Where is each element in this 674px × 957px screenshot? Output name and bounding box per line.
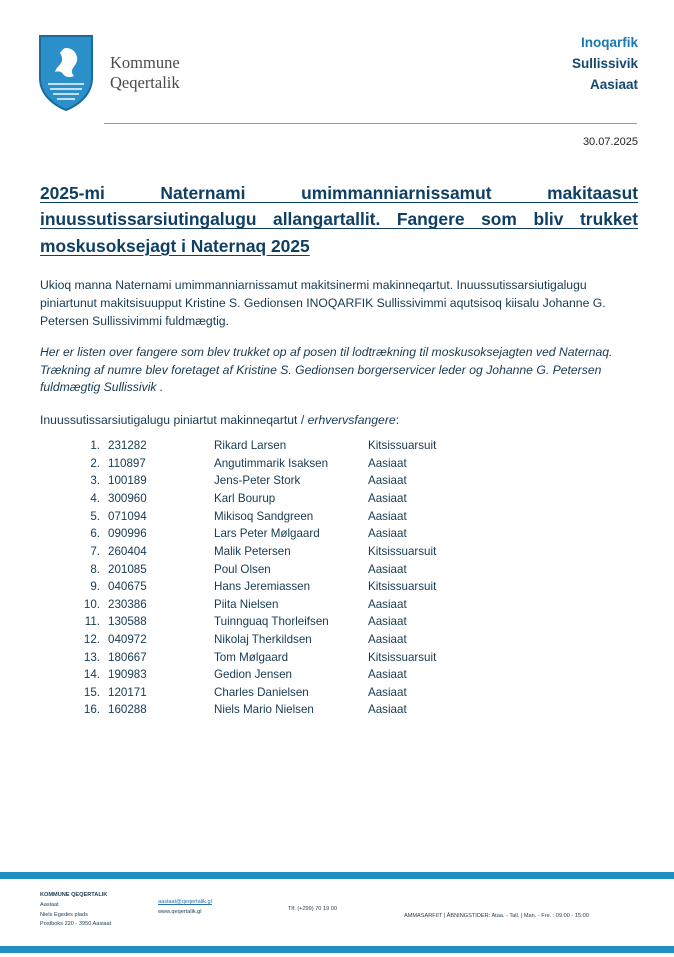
footer-hours-block [404,912,589,922]
list-item-number: 3. [90,474,100,488]
list-item-town: Aasiaat [368,615,407,629]
list-item-number: 7. [90,544,100,558]
list-item [40,701,638,719]
list-item-town: Aasiaat [368,597,407,611]
list-item [40,543,638,561]
brand-name [110,53,180,93]
list-item-id: 071094 [108,509,147,523]
list-item [40,455,638,473]
list-item [40,472,638,490]
list-item-number: 9. [90,580,100,594]
document-header [0,0,674,130]
footer-org: KOMMUNE QEQERTALIK [40,892,108,898]
list-item-town: Aasiaat [368,632,407,646]
list-item-id: 160288 [108,703,147,717]
list-item-id: 201085 [108,562,147,576]
page-title: 2025-mi Naternami umimmanniarnissamut makitaasut inuussutissarsiutingalugu allangartallit. Fangere som bliv trukket moskusoksejagt i Naternaq 2025 [40,183,638,256]
list-item [40,437,638,455]
list-item-id: 130588 [108,615,147,629]
list-item-id: 110897 [108,456,146,470]
list-item-name: Karl Bourup [214,492,276,506]
list-item [40,561,638,579]
header-line-aasiaat: Aasiaat [589,76,638,92]
footer-phone-block [288,905,337,915]
list-item-number: 11. [84,615,100,629]
list-item-town: Kitsissuarsuit [368,580,437,594]
list-item-id: 120171 [108,685,147,699]
footer-hours: AMMASARFIIT | ÅBNINGSTIDER: Ataa. - Tall. | Man. - Fre. : 09:00 - 15:00 [404,913,589,919]
list-item-name: Charles Danielsen [214,685,309,699]
list-item-town: Kitsissuarsuit [368,650,437,664]
list-item-number: 4. [90,492,100,506]
list-item-number: 10. [83,597,100,611]
list-item [40,490,638,508]
list-item-town: Aasiaat [368,456,407,470]
list-item-town: Aasiaat [368,703,407,717]
list-item [40,596,638,614]
list-item-town: Aasiaat [368,509,407,523]
list-item-name: Mikisoq Sandgreen [214,509,314,523]
list-item-id: 190983 [108,668,147,682]
list-item-name: Rikard Larsen [214,439,287,453]
list-item-id: 300960 [108,492,147,506]
list-item-town: Aasiaat [368,474,407,488]
header-divider [104,123,637,124]
header-line-sullissivik: Sullissivik [571,55,638,71]
list-item-id: 090996 [108,527,147,541]
paragraph-danish: Her er listen over fangere som blev trukket op af posen til lodtrækning til moskusoksejagten ved Naternaq. Trækning af numre blev foretaget af Kristine S. Gedionsen borgerservicer leder og Johanne G. Petersen fuldmægtig Sullissivik . [40,344,613,395]
logo-block [38,34,180,112]
footer-top-rule [0,872,674,879]
document-body [40,180,638,719]
list-item-town: Aasiaat [368,492,407,506]
list-item-name: Gedion Jensen [214,668,292,682]
list-lead-kl: Inuussutissarsiutigalugu piniartut makinneqartut / [40,413,308,428]
list-item [40,649,638,667]
footer-website-link[interactable]: www.qeqertalik.gl [158,908,202,915]
footer-postbox: Postboks 220 - 3950 Aasiaat [40,921,112,928]
list-item-number: 12. [83,632,100,646]
list-item-id: 040972 [108,632,147,646]
list-item-town: Aasiaat [368,685,407,699]
list-item-id: 180667 [108,650,147,664]
paragraph-greenlandic: Ukioq manna Naternami umimmanniarnissamut makitsinermi makinneqartut. Inuussutissarsiutigalugu piniartunut makitsisuupput Kristine S. Gedionsen INOQARFIK Sullissivimmi aqutsisoq kiisalu Johanne G. Petersen Sullissivimmi fuldmægtig. [40,278,606,328]
list-item-name: Piita Nielsen [214,597,279,611]
header-department-block [572,33,638,96]
list-item [40,508,638,526]
list-item-name: Nikolaj Therkildsen [214,632,312,646]
document-date: 30.07.2025 [582,136,638,148]
list-item-id: 231282 [108,439,147,453]
list-item-number: 13. [83,650,100,664]
list-item-number: 6. [90,527,100,541]
list-item-id: 040675 [108,580,147,594]
footer-contact-block [158,898,212,918]
list-lead-da: erhvervsfangere [307,413,396,428]
list-item-number: 2. [90,456,100,470]
coat-of-arms-icon [38,34,94,112]
list-lead-end: : [395,413,400,428]
list-item [40,613,638,631]
list-item-town: Aasiaat [368,527,407,541]
list-item-number: 8. [90,562,100,576]
list-item-name: Poul Olsen [214,562,271,576]
list-item-name: Tom Mølgaard [214,650,289,664]
list-item-name: Niels Mario Nielsen [214,703,314,717]
header-line-inoqarfik: Inoqarfik [580,35,638,50]
list-item-number: 15. [83,685,100,699]
list-item-number: 1. [90,439,100,453]
document-footer [0,884,674,942]
list-item-name: Malik Petersen [214,544,291,558]
footer-address: Niels Egedes plads [40,911,88,918]
list-item-id: 230386 [108,597,147,611]
brand-line-2: Qeqertalik [110,73,180,92]
list-lead-in [40,413,638,427]
hunter-list [40,437,638,719]
footer-address-block [40,891,111,930]
list-item-name: Jens-Peter Stork [214,474,301,488]
list-item-id: 100189 [108,474,147,488]
footer-phone: Tlf. (+299) 70 19 00 [288,906,337,912]
list-item [40,578,638,596]
list-item [40,631,638,649]
list-item-name: Tuinnguaq Thorleifsen [214,615,329,629]
list-item-town: Kitsissuarsuit [368,544,437,558]
list-item-id: 260404 [108,544,147,558]
list-item-number: 16. [83,703,100,717]
list-item-town: Aasiaat [368,668,407,682]
list-item-name: Hans Jeremiassen [214,580,311,594]
footer-city: Aasiaat [40,901,59,908]
list-item-name: Lars Peter Mølgaard [214,527,320,541]
list-item-number: 14. [83,668,100,682]
list-item-town: Aasiaat [368,562,407,576]
list-item-town: Kitsissuarsuit [368,439,437,453]
list-item [40,525,638,543]
list-item-name: Angutimmarik Isaksen [214,456,329,470]
list-item-number: 5. [90,509,100,523]
footer-email-link[interactable]: aasiaat@qeqertalik.gl [158,899,212,905]
footer-bottom-rule [0,946,674,953]
brand-line-1: Kommune [110,52,180,72]
list-item [40,666,638,684]
list-item [40,684,638,702]
